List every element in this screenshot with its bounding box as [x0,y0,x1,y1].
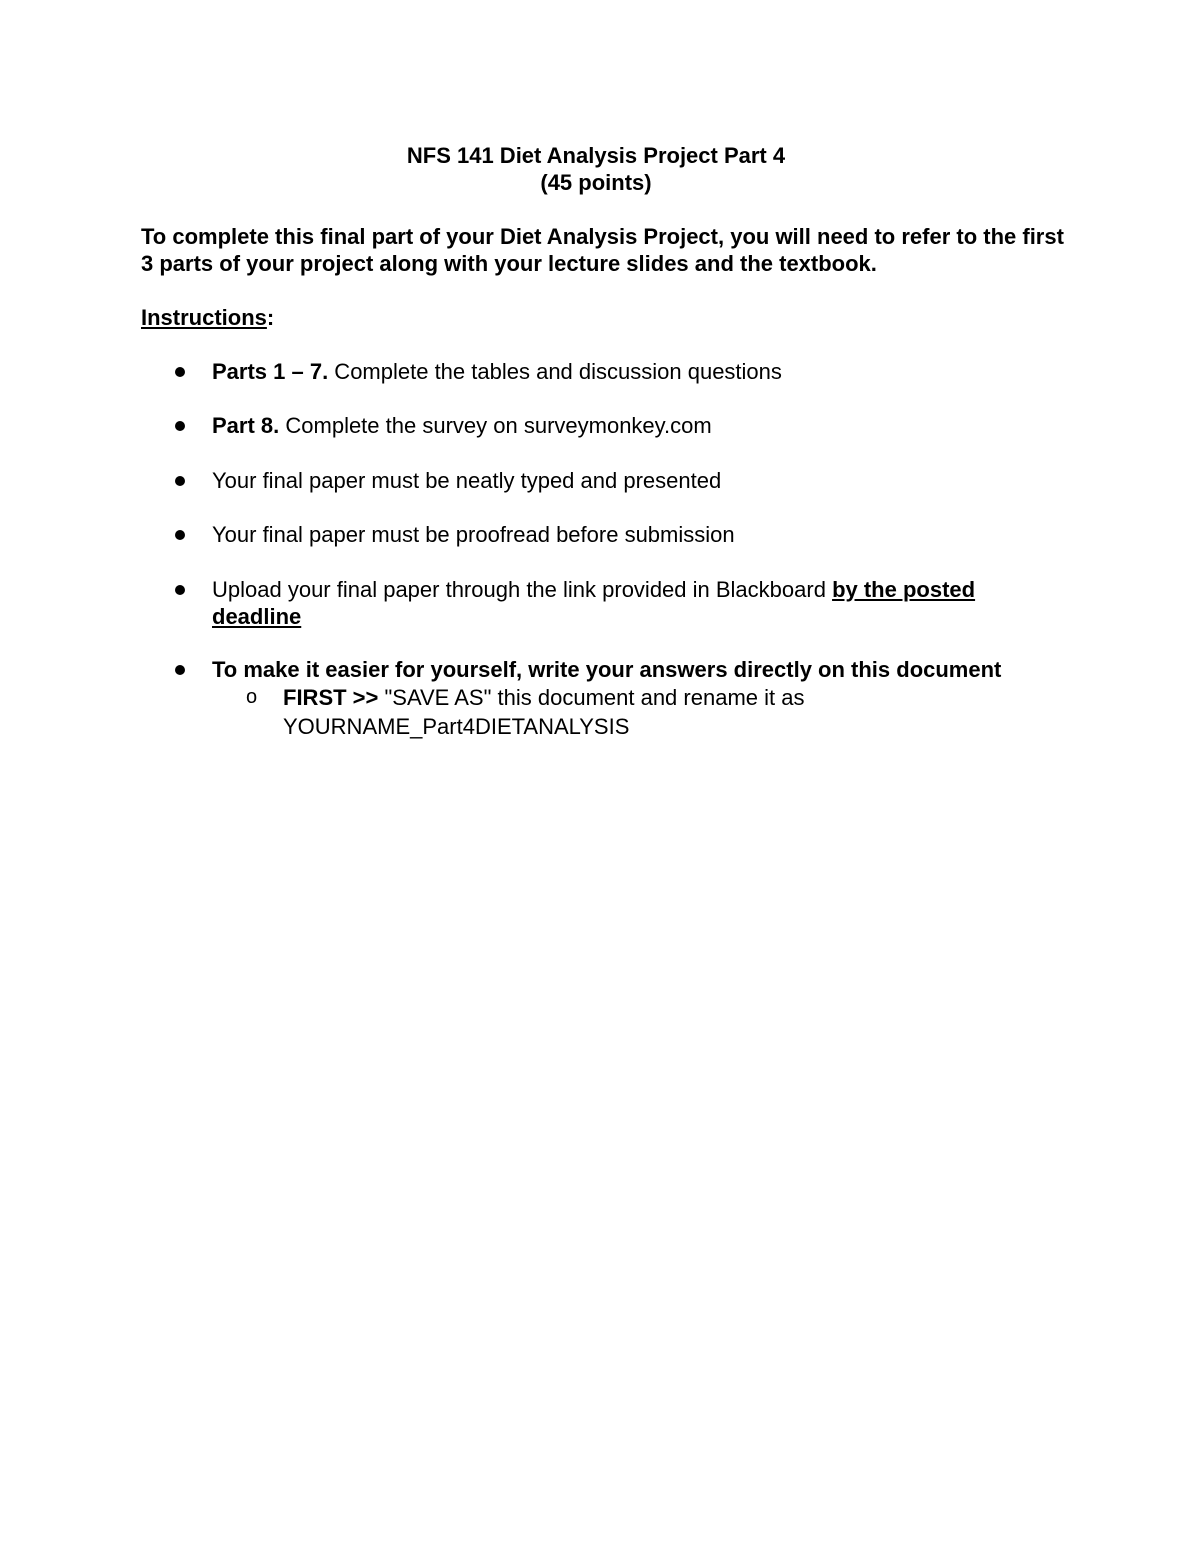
sub-list-item [246,683,1043,741]
list-item-text: Your final paper must be neatly typed and presented [212,468,722,493]
title-block [0,142,1192,196]
instructions-heading-colon: : [266,305,275,330]
list-item-bold: To make it easier for yourself, write your answers directly on this document [212,657,1002,682]
document-subtitle: (45 points) [540,170,652,195]
document-title: NFS 141 Diet Analysis Project Part 4 [406,143,786,168]
list-item-text: Upload your final paper through the link provided in Blackboard [212,577,833,602]
bullet-icon [175,421,185,431]
intro-paragraph: To complete this final part of your Diet Analysis Project, you will need to refer to the first 3 parts of your project along with your lecture slides and the textbook. [141,224,1064,276]
list-item-text: Complete the survey on surveymonkey.com [279,413,712,438]
deadline-emphasis: by the posted deadline [212,577,976,629]
list-item [212,521,1082,548]
list-item [212,358,1082,385]
bullet-icon [175,665,185,675]
sub-list-item-text: "SAVE AS" this document and rename it as YOURNAME_Part4DIETANALYSIS [283,685,805,739]
list-item [212,412,1082,439]
list-item [212,467,1082,494]
bullet-icon [175,367,185,377]
list-item [212,656,1082,683]
bullet-icon [175,530,185,540]
list-item-text: Your final paper must be proofread before submission [212,522,735,547]
sub-bullet-marker: o [246,686,258,708]
bullet-icon [175,585,185,595]
list-item-bold: Parts 1 – 7. [212,359,329,384]
instructions-heading-text: Instructions [141,305,267,330]
list-item-text: Complete the tables and discussion questions [328,359,782,384]
list-item [212,576,1052,630]
bullet-icon [175,476,185,486]
sub-list-item-bold: FIRST >> [283,685,379,710]
instructions-heading [141,304,274,331]
list-item-bold: Part 8. [212,413,280,438]
